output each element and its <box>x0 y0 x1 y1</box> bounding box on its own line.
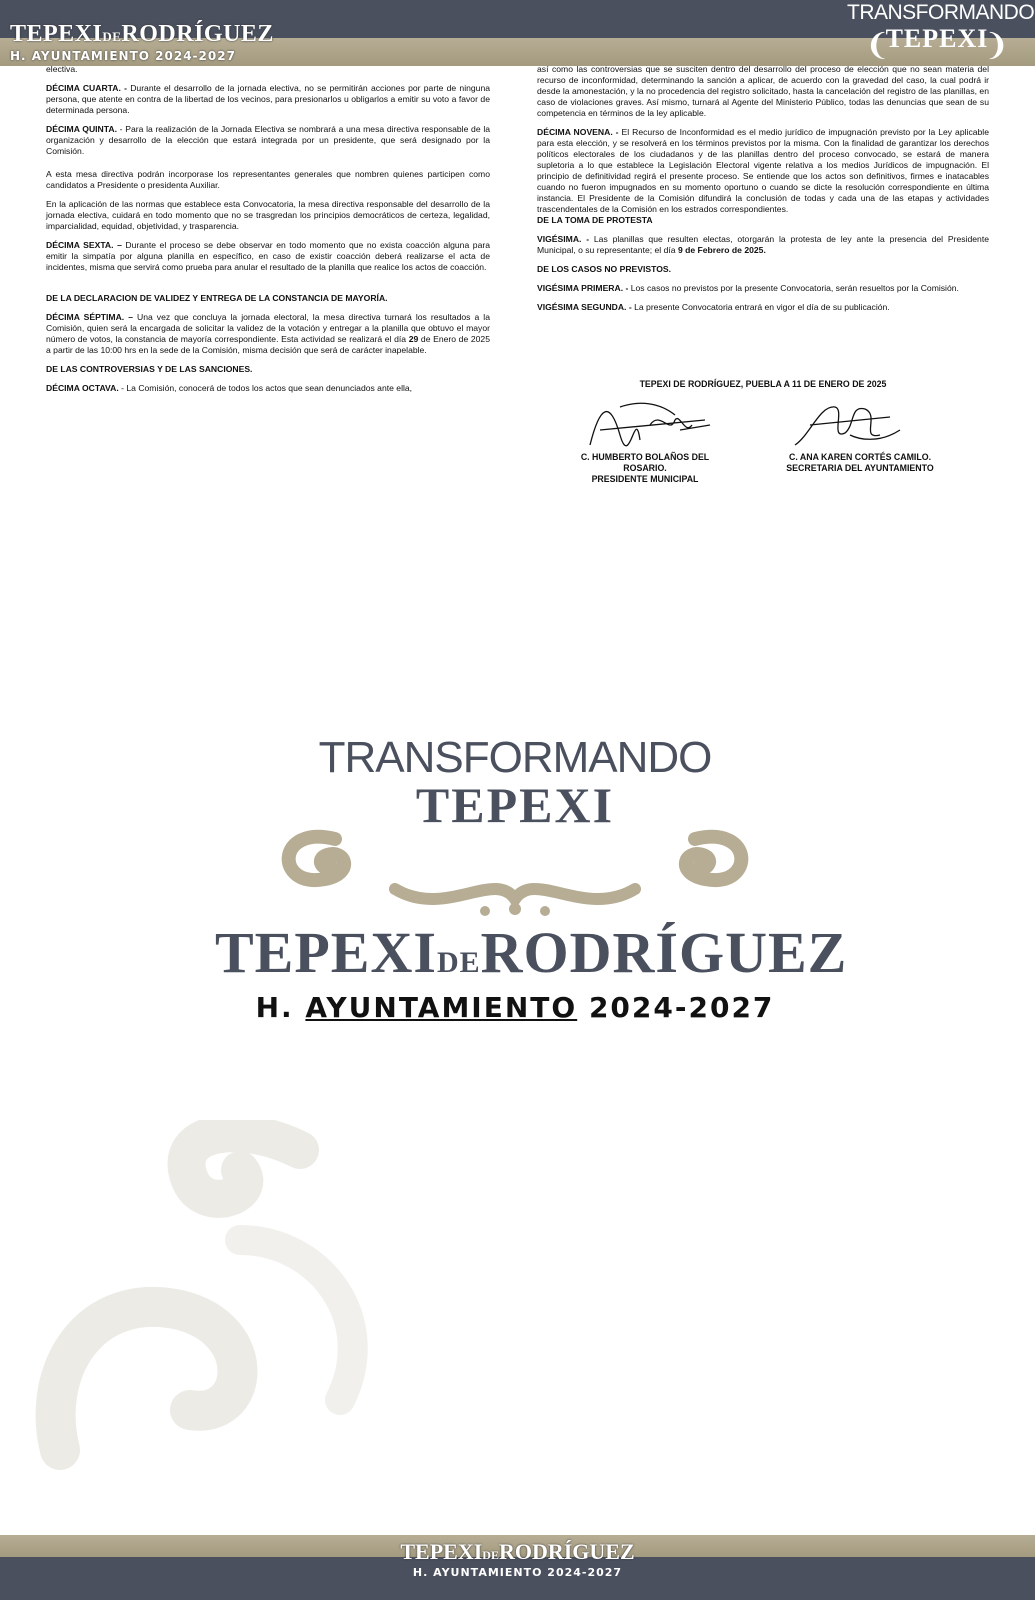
section-heading: DE LOS CASOS NO PREVISTOS. <box>537 264 672 274</box>
paragraph: así como las controversias que se susciten dentro del desarrollo del proceso de elección que no sean materia del recurso de inconformidad, determinando la sanción a aplicar, de acuerdo con la gravedad del caso, la cual podrá ir desde la amonestación, y la no procedencia del registro solicitado, hasta la cancelación del registro de las planillas, en caso de violaciones graves. Así mismo, turnará al Agente del Ministerio Público, todas las denuncias que sean de su competencia en términos de la ley aplicable. <box>537 64 989 118</box>
footer-logo-subtitle: H. AYUNTAMIENTO 2024-2027 <box>412 1566 623 1579</box>
article-19: DÉCIMA NOVENA. - El Recurso de Inconformidad es el medio jurídico de impugnación previsto por la Ley aplicable para esta elección, y se resolverá en los términos previstos por la misma. Con la finalidad de garantizar los derechos políticos electorales de los ciudadanos y de las planillas dentro del proceso convocado, se estará de manera supletoria a lo que establece la Legislación Electoral vigente relativa a los medios Jurídicos de impugnación. El principio de definitividad regirá el presente proceso. Se entiende que los actos son definitivos, firmes e inatacables cuando no fueron impugnados en su momento oportuno o cuando se dicte la resolución correspondiente en última instancia. El Presidente de la Comisión difundirá la conclusión de todas y cada una de las etapas y actividades trascendentales de la Comisión en los estrados correspondientes. <box>537 127 989 214</box>
footer-logo-title: TEPEXIDERODRÍGUEZ <box>400 1539 635 1564</box>
header-logo <box>10 22 274 63</box>
article-18: DÉCIMA OCTAVA. - La Comisión, conocerá de todos los actos que sean denunciados ante ella, <box>46 383 413 393</box>
header-right-line1: TRANSFORMANDO <box>847 1 1035 24</box>
article-20: VIGÉSIMA. - Las planillas que resulten electas, otorgarán la protesta de ley ante la presencia del Presidente Municipal, o su representante; el día 9 de Febrero de 2025. <box>537 234 989 255</box>
paragraph: electiva. <box>46 64 78 74</box>
header-right-logo <box>847 1 1035 63</box>
article-21: VIGÉSIMA PRIMERA. - Los casos no previstos por la presente Convocatoria, serán resueltos por la Comisión. <box>537 283 959 293</box>
place-date: TEPEXI DE RODRÍGUEZ, PUEBLA A 11 DE ENERO DE 2025 <box>639 379 887 389</box>
section-heading: DE LA DECLARACION DE VALIDEZ Y ENTREGA DE LA CONSTANCIA DE MAYORÍA. <box>46 293 388 303</box>
left-column <box>46 64 490 402</box>
page-header <box>0 0 1035 66</box>
header-logo-title: TEPEXIDERODRÍGUEZ <box>10 21 274 47</box>
footer-logo <box>0 1541 1035 1579</box>
signer-secretary: C. ANA KAREN CORTÉS CAMILO. SECRETARIA DEL AYUNTAMIENTO <box>786 452 934 473</box>
ornament-watermark-icon <box>0 1120 420 1480</box>
signature-president <box>580 395 730 455</box>
page-footer <box>0 1535 1035 1600</box>
section-heading: DE LA TOMA DE PROTESTA <box>537 215 653 225</box>
paragraph: En la aplicación de las normas que establece esta Convocatoria, la mesa directiva responsable del desarrollo de la jornada electiva, cuidará en todo momento que no se trasgredan los principios democráticos de certeza, legalidad, imparcialidad, equidad, objetividad, y trasparencia. <box>46 199 490 231</box>
right-column <box>537 64 989 321</box>
article-17: DÉCIMA SÉPTIMA. – Una vez que concluya la jornada electoral, la mesa directiva turnará los resultados a la Comisión, quien será la encargada de solicitar la validez de la votación y entregar a la planilla que obtuvo el mayor número de votos, la constancia de mayoría correspondiente. Esta actividad se realizará el día 29 de Enero de 2025 a partir de las 10:00 hrs en la sede de la Comisión, misma decisión que será de carácter inapelable. <box>46 312 490 355</box>
center-logo-line1: TRANSFORMANDO <box>318 733 712 782</box>
article-16: DÉCIMA SEXTA. – Durante el proceso se debe observar en todo momento que no exista coacción alguna para emitir la simpatía por alguna planilla en específico, en caso de existir coacción deberá realizarse el acta de incidentes, misma que servirá como prueba para anular el resultado de la planilla que realice los actos de coacción. <box>46 240 490 272</box>
center-logo-main: TEPEXIDERODRÍGUEZ <box>215 920 848 985</box>
header-right-line2: TEPEXI <box>885 24 989 53</box>
center-logo-line2: TEPEXI <box>415 777 615 833</box>
signature-secretary <box>790 395 910 455</box>
ornament-icon <box>215 829 815 919</box>
center-logo-subtitle: H. AYUNTAMIENTO 2024-2027 <box>255 991 775 1024</box>
article-22: VIGÉSIMA SEGUNDA. - La presente Convocatoria entrará en vigor el día de su publicación. <box>537 302 890 312</box>
scroll-left-icon: ❨ <box>865 28 891 63</box>
article-15: DÉCIMA QUINTA. - Para la realización de la Jornada Electiva se nombrará a una mesa directiva responsable de la organización y desarrollo de la elección que estará integrada por un presidente, que será designado por la Comisión. <box>46 124 491 156</box>
center-logo <box>215 733 848 1024</box>
header-logo-subtitle: H. AYUNTAMIENTO 2024-2027 <box>10 49 236 63</box>
section-heading: DE LAS CONTROVERSIAS Y DE LAS SANCIONES. <box>46 364 253 374</box>
scroll-right-icon: ❩ <box>983 28 1009 63</box>
signer-president: C. HUMBERTO BOLAÑOS DEL ROSARIO. PRESIDENTE MUNICIPAL <box>580 452 710 484</box>
paragraph: A esta mesa directiva podrán incorporase los representantes generales que nombren quienes participen como candidatos a Presidente o presidenta Auxiliar. <box>46 169 490 190</box>
article-14: DÉCIMA CUARTA. - Durante el desarrollo de la jornada electiva, no se permitirán acciones por parte de ninguna persona, que atente en contra de la libertad de los vecinos, para presionarlos u obligarlos a emitir su voto a favor de determinada persona. <box>46 83 490 115</box>
